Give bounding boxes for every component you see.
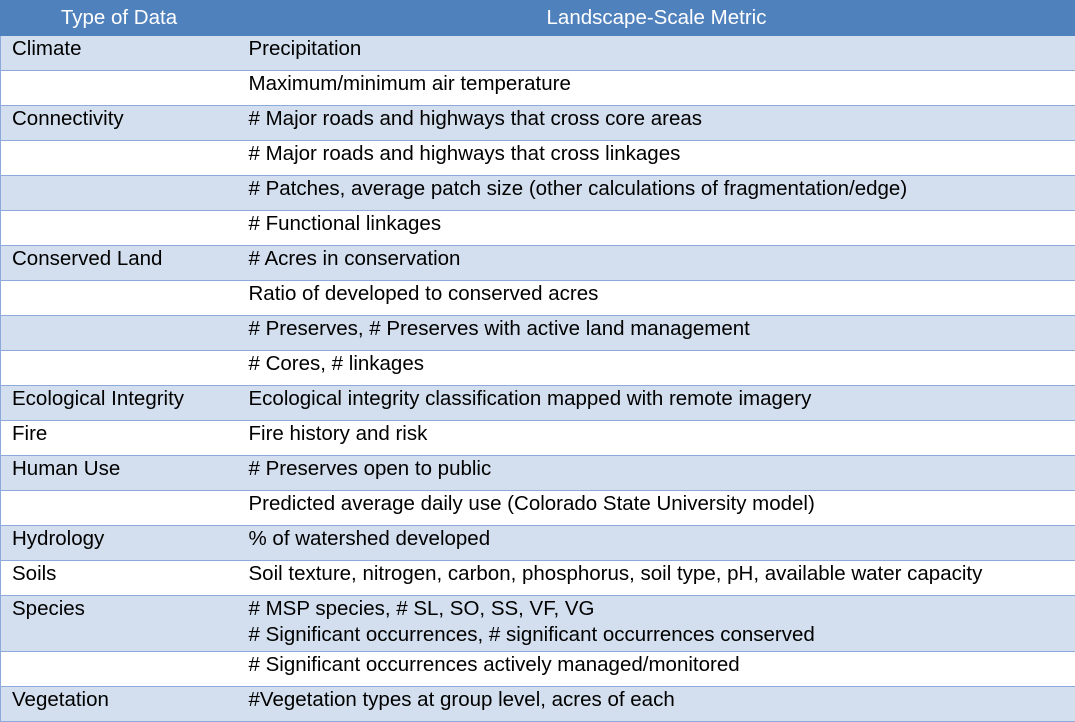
metric-cell (238, 211, 1075, 246)
metric-text: # Cores, # linkages (249, 351, 1075, 377)
table-row (1, 526, 1075, 561)
metric-cell (238, 491, 1075, 526)
table-row (1, 71, 1075, 106)
metric-text: # Preserves, # Preserves with active land management (249, 316, 1075, 342)
header-row (1, 1, 1075, 36)
type-of-data-cell: Ecological Integrity (1, 386, 238, 421)
metric-cell (238, 386, 1075, 421)
metric-text: Soil texture, nitrogen, carbon, phosphorus, soil type, pH, available water capacity (249, 561, 1075, 587)
metric-cell (238, 36, 1075, 71)
metric-cell (238, 71, 1075, 106)
type-of-data-cell: Connectivity (1, 106, 238, 141)
metric-cell (238, 596, 1075, 652)
type-of-data-cell (1, 281, 238, 316)
metric-cell (238, 281, 1075, 316)
table-row (1, 421, 1075, 456)
table-row (1, 687, 1075, 722)
metric-text: Predicted average daily use (Colorado State University model) (249, 491, 1075, 517)
type-of-data-cell (1, 71, 238, 106)
metric-text: # Major roads and highways that cross linkages (249, 141, 1075, 167)
metric-text: # MSP species, # SL, SO, SS, VF, VG (249, 596, 1075, 622)
metric-cell (238, 561, 1075, 596)
metric-text: Ratio of developed to conserved acres (249, 281, 1075, 307)
table-header (1, 1, 1075, 36)
metric-text: Maximum/minimum air temperature (249, 71, 1075, 97)
metric-text: # Functional linkages (249, 211, 1075, 237)
type-of-data-cell (1, 351, 238, 386)
type-of-data-cell (1, 141, 238, 176)
table-row (1, 351, 1075, 386)
table-row (1, 596, 1075, 652)
type-of-data-cell: Vegetation (1, 687, 238, 722)
type-of-data-cell: Climate (1, 36, 238, 71)
header-type-of-data: Type of Data (1, 1, 238, 36)
metric-text: # Preserves open to public (249, 456, 1075, 482)
type-of-data-cell (1, 176, 238, 211)
table-row (1, 316, 1075, 351)
metric-text: # Significant occurrences, # significant occurrences conserved (249, 622, 1075, 648)
metric-text: # Acres in conservation (249, 246, 1075, 272)
type-of-data-cell: Fire (1, 421, 238, 456)
table-row (1, 281, 1075, 316)
header-landscape-scale-metric: Landscape-Scale Metric (238, 1, 1075, 36)
metric-cell (238, 687, 1075, 722)
table-row (1, 456, 1075, 491)
type-of-data-cell (1, 652, 238, 687)
type-of-data-cell: Conserved Land (1, 246, 238, 281)
metric-text: Fire history and risk (249, 421, 1075, 447)
table-row (1, 246, 1075, 281)
metric-text: #Vegetation types at group level, acres of each (249, 687, 1075, 713)
metric-cell (238, 421, 1075, 456)
table-row (1, 141, 1075, 176)
metric-text: # Patches, average patch size (other calculations of fragmentation/edge) (249, 176, 1075, 202)
metric-text: Ecological integrity classification mapped with remote imagery (249, 386, 1075, 412)
metric-cell (238, 351, 1075, 386)
type-of-data-cell: Species (1, 596, 238, 652)
metric-cell (238, 316, 1075, 351)
table-body (1, 36, 1075, 722)
table-row (1, 176, 1075, 211)
type-of-data-cell (1, 491, 238, 526)
type-of-data-cell (1, 316, 238, 351)
metric-cell (238, 176, 1075, 211)
table-row (1, 211, 1075, 246)
metric-text: # Significant occurrences actively managed/monitored (249, 652, 1075, 678)
type-of-data-cell: Hydrology (1, 526, 238, 561)
type-of-data-cell: Human Use (1, 456, 238, 491)
table-row (1, 561, 1075, 596)
metric-text: # Major roads and highways that cross core areas (249, 106, 1075, 132)
table-row (1, 491, 1075, 526)
table-row (1, 36, 1075, 71)
metric-cell (238, 246, 1075, 281)
table-row (1, 652, 1075, 687)
table-row (1, 386, 1075, 421)
metric-cell (238, 526, 1075, 561)
metric-cell (238, 141, 1075, 176)
table-row (1, 106, 1075, 141)
metric-cell (238, 456, 1075, 491)
metric-text: Precipitation (249, 36, 1075, 62)
metric-cell (238, 106, 1075, 141)
type-of-data-cell: Soils (1, 561, 238, 596)
type-of-data-cell (1, 211, 238, 246)
metric-cell (238, 652, 1075, 687)
metric-text: % of watershed developed (249, 526, 1075, 552)
